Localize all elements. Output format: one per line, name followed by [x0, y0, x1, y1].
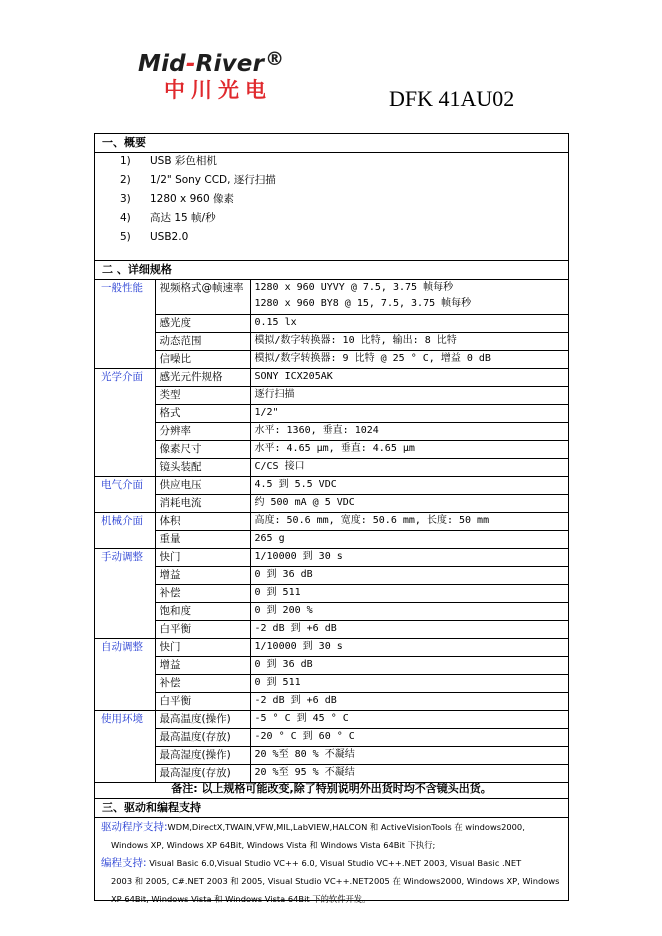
table-row — [95, 567, 568, 585]
spec-label: 镜头装配 — [155, 459, 250, 477]
spec-value: 水平: 4.65 µm, 垂直: 4.65 µm — [250, 441, 568, 459]
spec-value: 0.15 lx — [250, 315, 568, 333]
table-row — [95, 603, 568, 621]
programming-key: 编程支持: — [101, 857, 147, 869]
table-row — [95, 747, 568, 765]
list-item: 5) USB2.0 — [120, 231, 189, 243]
spec-value: 0 到 36 dB — [250, 567, 568, 585]
table-row — [95, 315, 568, 333]
table-row — [95, 333, 568, 351]
spec-label: 感光度 — [155, 315, 250, 333]
table-row — [95, 711, 568, 729]
list-item: 3) 1280 x 960 像素 — [120, 193, 234, 205]
spec-label: 饱和度 — [155, 603, 250, 621]
table-row — [95, 495, 568, 513]
driver-key: 驱动程序支持: — [101, 821, 168, 833]
spec-value: -20 ° C 到 60 ° C — [250, 729, 568, 747]
spec-value: -5 ° C 到 45 ° C — [250, 711, 568, 729]
table-row — [95, 441, 568, 459]
table-row — [95, 477, 568, 495]
driver-support: 驱动程序支持:WDM,DirectX,TWAIN,VFW,MIL,LabVIEW,HALCON 和 ActiveVisionTools 在 windows2000, Windows XP, Windows XP 64Bit, Windows Vista 和 Windows Vista 64Bit 下执行; 编程支持: Visual Basic 6.0,Visual Studio VC++ 6.0, Visual Studio VC++.NET 2003, Visual Basic .NET 2003 和 2005, C#.NET 2003 和 2005, Visual Studio VC++.NET2005 在 Windows2000, Windows XP, Windows XP 64Bit, Windows Vista 和 Windows Vista 64Bit 下的软件开发。 — [101, 821, 560, 904]
logo-english: Mid-River® — [138, 48, 285, 77]
spec-label: 白平衡 — [155, 693, 250, 711]
table-row — [95, 639, 568, 657]
category-mechanical: 机械介面 — [95, 513, 155, 549]
spec-value: SONY ICX205AK — [250, 369, 568, 387]
spec-value: 模拟/数字转换器: 10 比特, 输出: 8 比特 — [250, 333, 568, 351]
spec-label: 格式 — [155, 405, 250, 423]
table-row — [95, 729, 568, 747]
spec-value: 高度: 50.6 mm, 宽度: 50.6 mm, 长度: 50 mm — [250, 513, 568, 531]
spec-label: 白平衡 — [155, 621, 250, 639]
table-row — [95, 351, 568, 369]
table-row — [95, 621, 568, 639]
spec-label: 快门 — [155, 549, 250, 567]
table-row — [95, 405, 568, 423]
spec-value: 1/10000 到 30 s — [250, 639, 568, 657]
category-environment: 使用环境 — [95, 711, 155, 783]
spec-label: 增益 — [155, 657, 250, 675]
spec-value: 4.5 到 5.5 VDC — [250, 477, 568, 495]
spec-value: 1280 x 960 UYVY @ 7.5, 3.75 帧每秒 1280 x 960 BY8 @ 15, 7.5, 3.75 帧每秒 — [250, 280, 568, 315]
spec-label: 最高湿度(存放) — [155, 765, 250, 783]
model-number: DFK 41AU02 — [389, 86, 515, 111]
table-row — [95, 423, 568, 441]
spec-label: 信噪比 — [155, 351, 250, 369]
spec-label: 类型 — [155, 387, 250, 405]
specs-table — [95, 279, 568, 783]
spec-label: 分辨率 — [155, 423, 250, 441]
spec-value: 265 g — [250, 531, 568, 549]
overview-title: 一、概要 — [102, 136, 146, 149]
category-electrical: 电气介面 — [95, 477, 155, 513]
spec-label: 供应电压 — [155, 477, 250, 495]
table-row — [95, 657, 568, 675]
spec-value: 20 %至 95 % 不凝结 — [250, 765, 568, 783]
spec-label: 视频格式@帧速率 — [155, 280, 250, 315]
spec-value: 20 %至 80 % 不凝结 — [250, 747, 568, 765]
list-item: 2) 1/2" Sony CCD, 逐行扫描 — [120, 174, 276, 186]
table-row — [95, 459, 568, 477]
table-row — [95, 369, 568, 387]
remark-note: 备注: 以上规格可能改变,除了特别说明外出货时均不含镜头出货。 — [171, 782, 492, 795]
logo-chinese: 中川光电 — [164, 78, 272, 102]
spec-label: 像素尺寸 — [155, 441, 250, 459]
spec-value: 0 到 200 % — [250, 603, 568, 621]
spec-value: 逐行扫描 — [250, 387, 568, 405]
company-logo — [138, 45, 284, 102]
spec-value: 0 到 511 — [250, 585, 568, 603]
spec-value: 0 到 511 — [250, 675, 568, 693]
spec-value: 水平: 1360, 垂直: 1024 — [250, 423, 568, 441]
spec-label: 体积 — [155, 513, 250, 531]
table-row — [95, 675, 568, 693]
spec-label: 最高温度(存放) — [155, 729, 250, 747]
category-manual: 手动调整 — [95, 549, 155, 639]
spec-value: -2 dB 到 +6 dB — [250, 621, 568, 639]
category-auto: 自动调整 — [95, 639, 155, 711]
table-row — [95, 693, 568, 711]
specs-title: 二 、详细规格 — [102, 263, 172, 276]
spec-label: 补偿 — [155, 585, 250, 603]
spec-value: 模拟/数字转换器: 9 比特 @ 25 ° C, 增益 0 dB — [250, 351, 568, 369]
spec-label: 快门 — [155, 639, 250, 657]
table-row — [95, 549, 568, 567]
list-item: 1) USB 彩色相机 — [120, 155, 217, 167]
spec-value: -2 dB 到 +6 dB — [250, 693, 568, 711]
spec-label: 动态范围 — [155, 333, 250, 351]
spec-value: C/CS 接口 — [250, 459, 568, 477]
table-row — [95, 585, 568, 603]
table-row — [95, 531, 568, 549]
driver-title: 三、驱动和编程支持 — [102, 801, 201, 814]
table-row — [95, 387, 568, 405]
spec-label: 消耗电流 — [155, 495, 250, 513]
spec-sheet — [94, 133, 569, 904]
spec-label: 最高温度(操作) — [155, 711, 250, 729]
category-optical: 光学介面 — [95, 369, 155, 477]
spec-value: 1/10000 到 30 s — [250, 549, 568, 567]
spec-value: 1/2" — [250, 405, 568, 423]
spec-label: 感光元件规格 — [155, 369, 250, 387]
category-general: 一般性能 — [95, 280, 155, 369]
spec-label: 补偿 — [155, 675, 250, 693]
spec-label: 增益 — [155, 567, 250, 585]
spec-label: 最高湿度(操作) — [155, 747, 250, 765]
spec-label: 重量 — [155, 531, 250, 549]
list-item: 4) 高达 15 帧/秒 — [120, 212, 216, 224]
overview-list — [95, 152, 568, 247]
spec-value: 0 到 36 dB — [250, 657, 568, 675]
table-row — [95, 513, 568, 531]
spec-value: 约 500 mA @ 5 VDC — [250, 495, 568, 513]
table-row — [95, 280, 568, 315]
